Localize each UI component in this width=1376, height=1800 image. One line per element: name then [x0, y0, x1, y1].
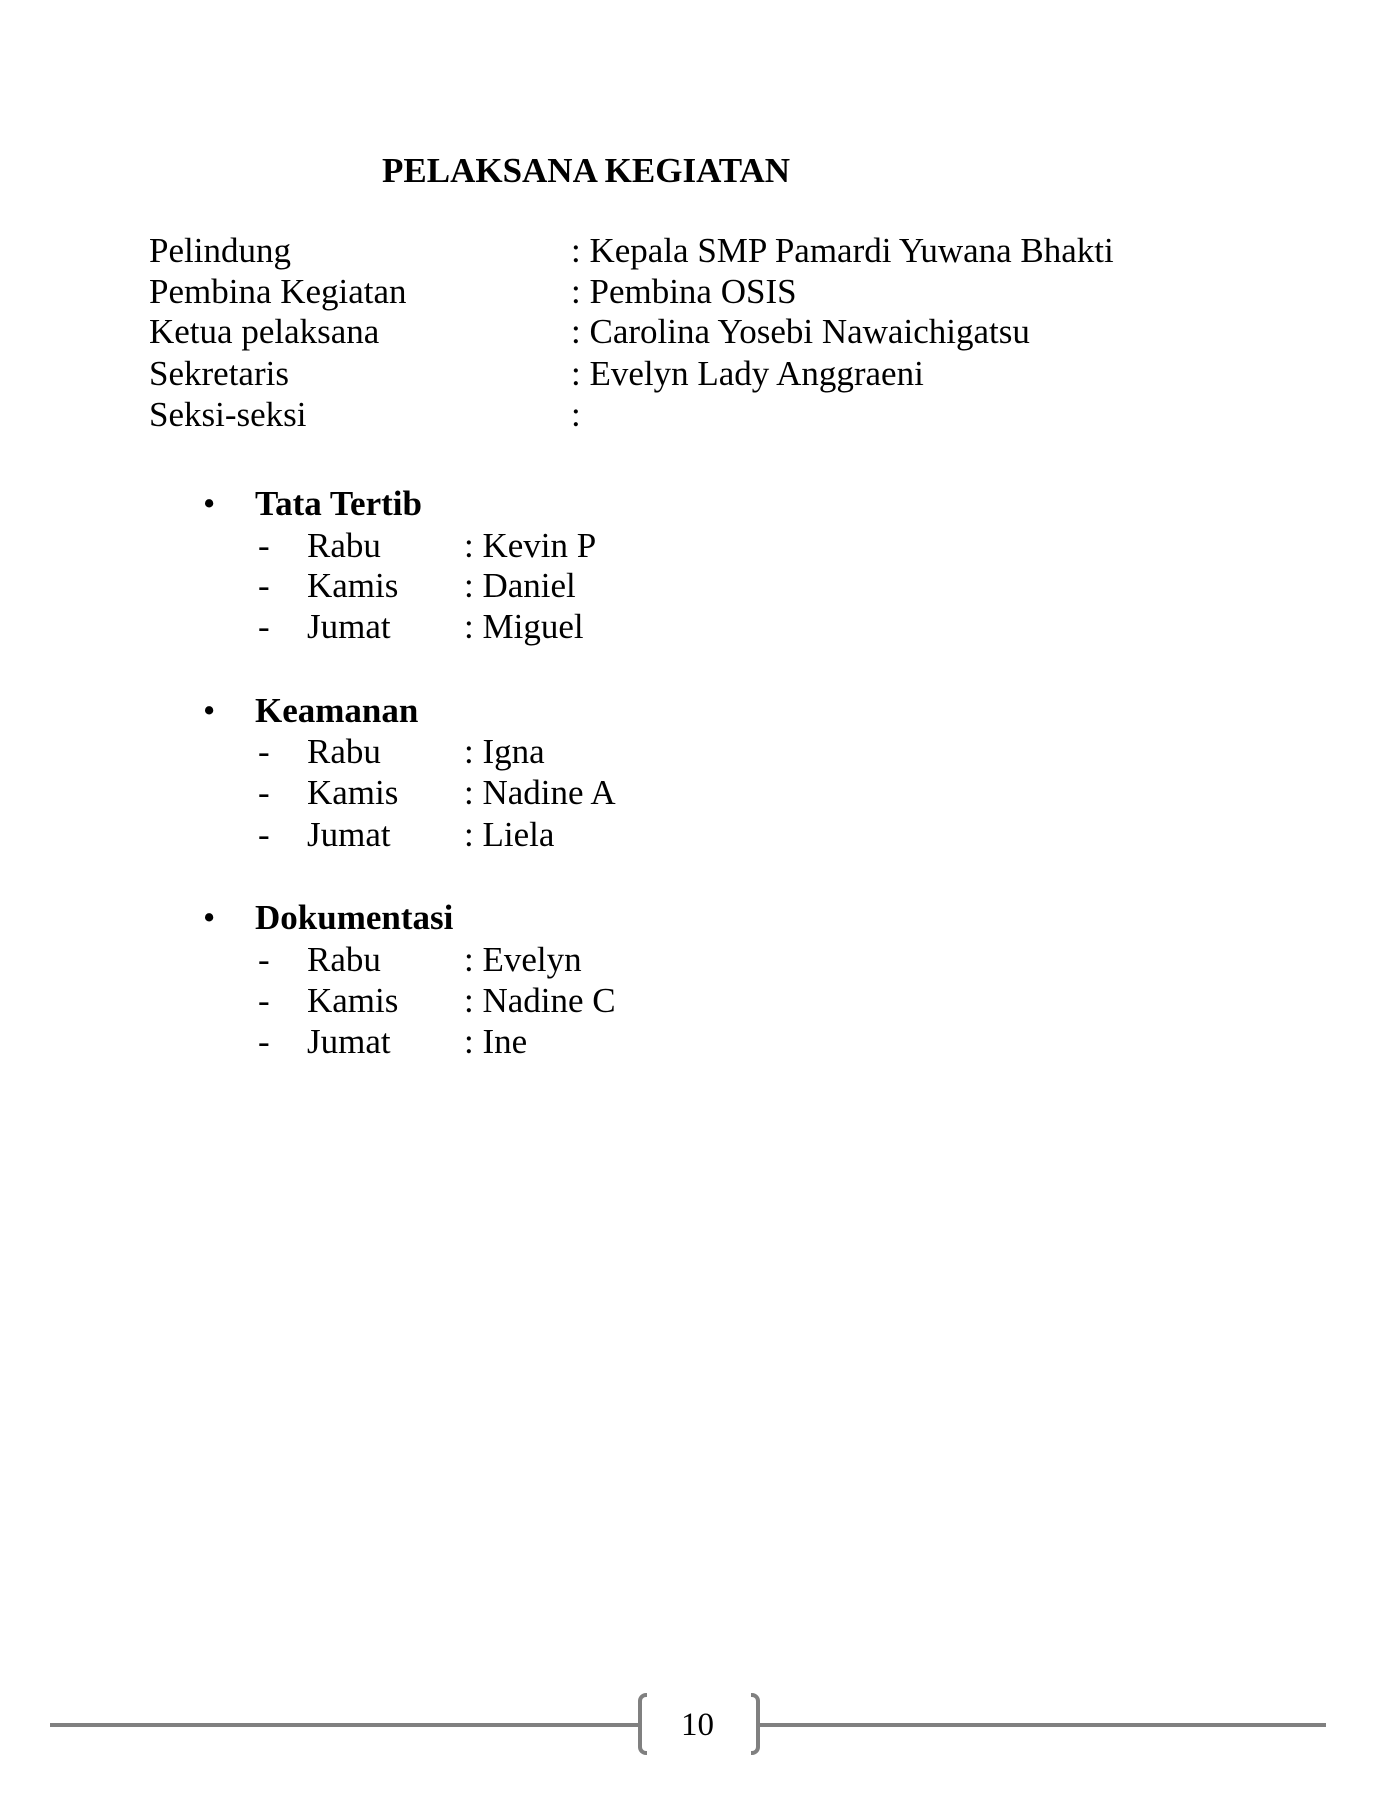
schedule-person: : Liela: [464, 815, 555, 854]
footer-line-left: [50, 1723, 638, 1727]
schedule-day: Rabu: [307, 732, 381, 771]
official-label: Sekretaris: [149, 354, 289, 393]
footer-bracket-right: [751, 1693, 760, 1755]
schedule-person: : Miguel: [464, 607, 584, 646]
footer-line-right: [760, 1723, 1326, 1727]
official-value: :: [571, 395, 581, 434]
footer-bracket-left: [638, 1693, 647, 1755]
dash-icon: -: [258, 566, 270, 605]
official-value: : Carolina Yosebi Nawaichigatsu: [571, 312, 1030, 351]
schedule-person: : Daniel: [464, 566, 576, 605]
schedule-day: Rabu: [307, 526, 381, 565]
dash-icon: -: [258, 607, 270, 646]
schedule-person: : Ine: [464, 1022, 528, 1061]
schedule-person: : Igna: [464, 732, 545, 771]
official-label: Pembina Kegiatan: [149, 272, 407, 311]
dash-icon: -: [258, 732, 270, 771]
official-value: : Evelyn Lady Anggraeni: [571, 354, 924, 393]
schedule-day: Kamis: [307, 773, 399, 812]
page-number: 10: [681, 1707, 714, 1743]
official-value: : Kepala SMP Pamardi Yuwana Bhakti: [571, 231, 1114, 270]
schedule-person: : Evelyn: [464, 940, 582, 979]
dash-icon: -: [258, 940, 270, 979]
dash-icon: -: [258, 773, 270, 812]
section-heading: Dokumentasi: [255, 898, 454, 937]
bullet-icon: •: [203, 484, 216, 523]
schedule-day: Kamis: [307, 981, 399, 1020]
dash-icon: -: [258, 981, 270, 1020]
dash-icon: -: [258, 526, 270, 565]
page-title: PELAKSANA KEGIATAN: [382, 151, 791, 190]
section-heading: Keamanan: [255, 691, 419, 730]
schedule-person: : Kevin P: [464, 526, 597, 565]
schedule-day: Rabu: [307, 940, 381, 979]
schedule-person: : Nadine C: [464, 981, 616, 1020]
schedule-person: : Nadine A: [464, 773, 616, 812]
schedule-day: Jumat: [307, 815, 391, 854]
bullet-icon: •: [203, 691, 216, 730]
section-heading: Tata Tertib: [255, 484, 422, 523]
official-label: Ketua pelaksana: [149, 312, 380, 351]
dash-icon: -: [258, 1022, 270, 1061]
bullet-icon: •: [203, 898, 216, 937]
schedule-day: Kamis: [307, 566, 399, 605]
schedule-day: Jumat: [307, 1022, 391, 1061]
official-label: Pelindung: [149, 231, 291, 270]
official-value: : Pembina OSIS: [571, 272, 797, 311]
dash-icon: -: [258, 815, 270, 854]
official-label: Seksi-seksi: [149, 395, 307, 434]
schedule-day: Jumat: [307, 607, 391, 646]
